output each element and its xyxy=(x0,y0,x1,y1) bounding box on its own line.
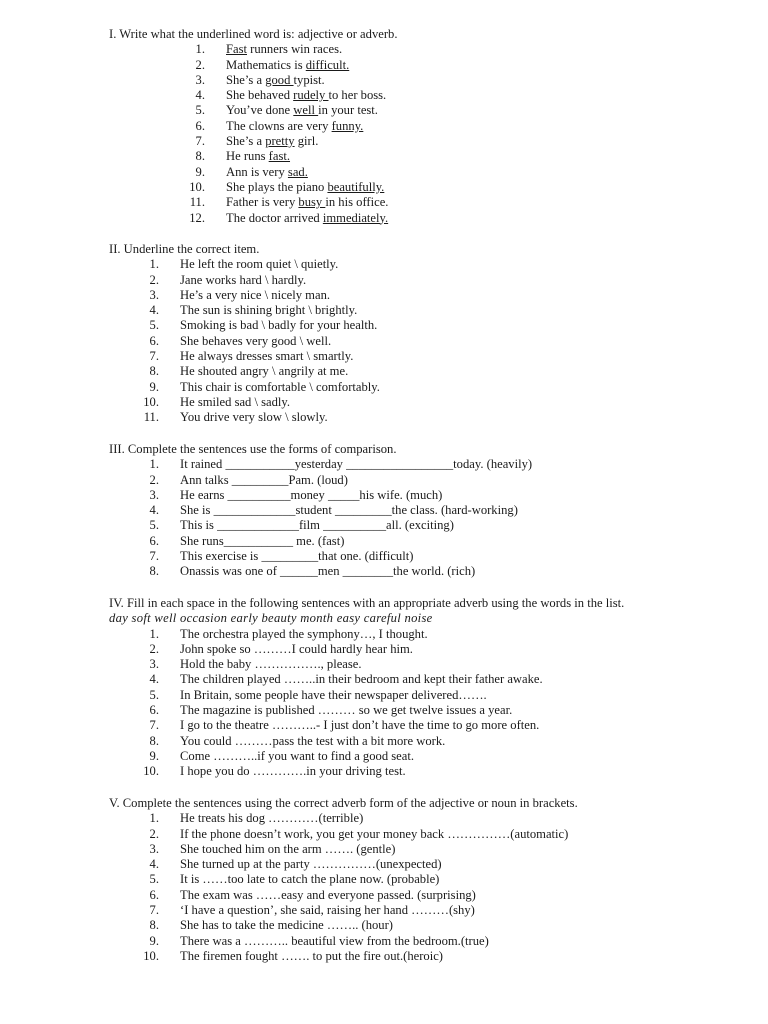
item-number: 3. xyxy=(149,657,159,672)
list-item xyxy=(109,473,748,488)
list-item xyxy=(109,903,748,918)
section-heading: II. Underline the correct item. xyxy=(109,242,260,256)
item-number: 4. xyxy=(149,857,159,872)
underlined-word: rudely xyxy=(293,88,329,103)
item-text: He’s a very nice \ nicely man. xyxy=(180,287,331,302)
item-number: 1. xyxy=(195,42,205,57)
item-number: 3. xyxy=(149,287,159,302)
item-number: 7. xyxy=(149,549,159,564)
list-item xyxy=(109,180,748,195)
item-number: 3. xyxy=(195,72,205,87)
underlined-word: busy xyxy=(298,195,326,210)
list-item xyxy=(109,627,748,642)
item-number: 4. xyxy=(149,303,159,318)
section-5 xyxy=(109,796,748,964)
item-text: Father is very busy in his office. xyxy=(226,195,389,210)
item-text: This exercise is _________that one. (difficult) xyxy=(180,549,414,564)
list-item xyxy=(109,288,748,303)
underlined-word: well xyxy=(293,103,319,118)
list-item xyxy=(109,734,748,749)
item-number: 11. xyxy=(189,195,205,210)
list-item xyxy=(109,703,748,718)
item-number: 4. xyxy=(149,503,159,518)
item-number: 9. xyxy=(195,164,205,179)
item-text: The firemen fought ……. to put the fire out.(heroic) xyxy=(180,948,443,963)
list-item xyxy=(109,195,748,210)
list-item xyxy=(109,134,748,149)
list-item xyxy=(109,857,748,872)
list-item xyxy=(109,918,748,933)
list-item xyxy=(109,334,748,349)
item-text: He earns __________money _____his wife. (much) xyxy=(180,487,443,502)
item-number: 6. xyxy=(149,533,159,548)
section-4 xyxy=(109,596,748,780)
item-number: 5. xyxy=(149,318,159,333)
item-text: She runs___________ me. (fast) xyxy=(180,533,345,548)
item-text: The doctor arrived immediately. xyxy=(226,210,389,225)
list-item xyxy=(109,303,748,318)
item-text: You’ve done well in your test. xyxy=(226,103,378,118)
item-number: 10. xyxy=(189,179,205,194)
list-item xyxy=(109,42,748,57)
item-number: 8. xyxy=(149,364,159,379)
underlined-word: good xyxy=(265,72,294,87)
item-number: 3. xyxy=(149,841,159,856)
item-number: 5. xyxy=(149,872,159,887)
list-item xyxy=(109,395,748,410)
item-text: Onassis was one of ______men ________the world. (rich) xyxy=(180,564,476,579)
item-number: 1. xyxy=(149,811,159,826)
list-item xyxy=(109,364,748,379)
item-text: The magazine is published ……… so we get twelve issues a year. xyxy=(180,703,513,718)
word-list: day soft well occasion early beauty month easy careful noise xyxy=(109,611,433,626)
item-text: She behaved rudely to her boss. xyxy=(226,88,387,103)
item-text: He always dresses smart \ smartly. xyxy=(180,349,354,364)
item-number: 7. xyxy=(149,349,159,364)
item-text: This is _____________film __________all. (exciting) xyxy=(180,518,454,533)
item-number: 2. xyxy=(149,826,159,841)
item-number: 5. xyxy=(149,687,159,702)
item-number: 2. xyxy=(149,472,159,487)
list-item xyxy=(109,380,748,395)
list-item xyxy=(109,318,748,333)
item-text: Mathematics is difficult. xyxy=(226,57,350,72)
list-item xyxy=(109,718,748,733)
item-text: You could ………pass the test with a bit more work. xyxy=(180,733,446,748)
list-item xyxy=(109,842,748,857)
list-item xyxy=(109,165,748,180)
item-number: 8. xyxy=(195,149,205,164)
section-heading: III. Complete the sentences use the forms of comparison. xyxy=(109,442,397,456)
section-heading: IV. Fill in each space in the following sentences with an appropriate adverb using the words in the list. xyxy=(109,596,625,610)
list-item xyxy=(109,103,748,118)
item-text: It is ……too late to catch the plane now. (probable) xyxy=(180,872,440,887)
item-number: 8. xyxy=(149,733,159,748)
item-text: The exam was ……easy and everyone passed. (surprising) xyxy=(180,887,476,902)
item-text: He left the room quiet \ quietly. xyxy=(180,257,339,272)
section-3 xyxy=(109,442,748,580)
item-text: The orchestra played the symphony…, I thought. xyxy=(180,626,428,641)
list-item xyxy=(109,872,748,887)
underlined-word: beautifully. xyxy=(327,179,385,194)
item-text: In Britain, some people have their newspaper delivered……. xyxy=(180,687,487,702)
item-number: 4. xyxy=(149,672,159,687)
item-text: There was a ……….. beautiful view from the bedroom.(true) xyxy=(180,933,489,948)
list-item xyxy=(109,657,748,672)
list-item xyxy=(109,672,748,687)
list-item xyxy=(109,764,748,779)
item-number: 9. xyxy=(149,379,159,394)
item-number: 11. xyxy=(143,410,159,425)
item-text: The children played ……..in their bedroom and kept their father awake. xyxy=(180,672,543,687)
item-text: She has to take the medicine …….. (hour) xyxy=(180,918,393,933)
list-item xyxy=(109,58,748,73)
item-number: 1. xyxy=(149,457,159,472)
item-number: 7. xyxy=(149,718,159,733)
item-number: 12. xyxy=(189,210,205,225)
item-number: 8. xyxy=(149,918,159,933)
item-number: 8. xyxy=(149,564,159,579)
list-item xyxy=(109,811,748,826)
list-item xyxy=(109,518,748,533)
item-text: Ann talks _________Pam. (loud) xyxy=(180,472,348,487)
item-text: Fast runners win races. xyxy=(226,42,343,57)
underlined-word: Fast xyxy=(226,42,247,57)
item-number: 2. xyxy=(149,272,159,287)
item-number: 2. xyxy=(149,641,159,656)
section-2 xyxy=(109,242,748,426)
item-number: 1. xyxy=(149,257,159,272)
item-number: 7. xyxy=(149,903,159,918)
item-text: She touched him on the arm ……. (gentle) xyxy=(180,841,396,856)
item-text: She behaves very good \ well. xyxy=(180,333,332,348)
item-number: 1. xyxy=(149,626,159,641)
underlined-word: funny. xyxy=(331,118,364,133)
item-text: He smiled sad \ sadly. xyxy=(180,394,291,409)
item-number: 3. xyxy=(149,487,159,502)
list-item xyxy=(109,457,748,472)
item-text: Hold the baby ……………., please. xyxy=(180,657,362,672)
item-text: I hope you do ………….in your driving test. xyxy=(180,764,406,779)
item-text: She is _____________student _________the class. (hard-working) xyxy=(180,503,518,518)
list-item xyxy=(109,211,748,226)
item-text: Come ………..if you want to find a good seat. xyxy=(180,748,414,763)
list-item xyxy=(109,273,748,288)
question-list xyxy=(109,457,748,579)
list-item xyxy=(109,564,748,579)
item-text: The sun is shining bright \ brightly. xyxy=(180,303,358,318)
list-item xyxy=(109,688,748,703)
list-item xyxy=(109,119,748,134)
list-item xyxy=(109,488,748,503)
section-1 xyxy=(109,27,748,226)
list-item xyxy=(109,934,748,949)
item-text: Jane works hard \ hardly. xyxy=(180,272,307,287)
item-text: You drive very slow \ slowly. xyxy=(180,410,328,425)
item-number: 4. xyxy=(195,88,205,103)
list-item xyxy=(109,149,748,164)
item-text: She turned up at the party ……………(unexpected) xyxy=(180,857,442,872)
item-text: She’s a pretty girl. xyxy=(226,134,319,149)
list-item xyxy=(109,827,748,842)
item-text: ‘I have a question’, she said, raising her hand ………(shy) xyxy=(180,903,475,918)
list-item xyxy=(109,749,748,764)
question-list xyxy=(109,42,748,226)
item-text: He shouted angry \ angrily at me. xyxy=(180,364,349,379)
item-text: John spoke so ………I could hardly hear him. xyxy=(180,641,413,656)
item-text: If the phone doesn’t work, you get your money back ……………(automatic) xyxy=(180,826,569,841)
list-item xyxy=(109,257,748,272)
item-number: 2. xyxy=(195,57,205,72)
section-heading: I. Write what the underlined word is: adjective or adverb. xyxy=(109,27,398,41)
list-item xyxy=(109,73,748,88)
item-text: It rained ___________yesterday _________________today. (heavily) xyxy=(180,457,533,472)
item-number: 10. xyxy=(143,948,159,963)
item-text: He treats his dog …………(terrible) xyxy=(180,811,364,826)
underlined-word: immediately. xyxy=(322,210,389,225)
item-text: This chair is comfortable \ comfortably. xyxy=(180,379,380,394)
item-text: She’s a good typist. xyxy=(226,72,325,87)
item-number: 6. xyxy=(149,703,159,718)
list-item xyxy=(109,349,748,364)
item-text: He runs fast. xyxy=(226,149,291,164)
list-item xyxy=(109,949,748,964)
item-number: 10. xyxy=(143,394,159,409)
item-number: 10. xyxy=(143,764,159,779)
item-text: Ann is very sad. xyxy=(226,164,308,179)
item-text: The clowns are very funny. xyxy=(226,118,364,133)
underlined-word: fast. xyxy=(268,149,291,164)
question-list xyxy=(109,257,748,425)
item-number: 6. xyxy=(195,118,205,133)
item-number: 6. xyxy=(149,333,159,348)
item-text: She plays the piano beautifully. xyxy=(226,179,385,194)
list-item xyxy=(109,410,748,425)
list-item xyxy=(109,503,748,518)
item-text: Smoking is bad \ badly for your health. xyxy=(180,318,378,333)
list-item xyxy=(109,549,748,564)
item-text: I go to the theatre ………..- I just don’t have the time to go more often. xyxy=(180,718,540,733)
item-number: 5. xyxy=(195,103,205,118)
question-list xyxy=(109,811,748,964)
list-item xyxy=(109,88,748,103)
underlined-word: pretty xyxy=(265,134,295,149)
section-heading: V. Complete the sentences using the correct adverb form of the adjective or noun in brackets. xyxy=(109,796,578,810)
item-number: 5. xyxy=(149,518,159,533)
item-number: 9. xyxy=(149,933,159,948)
underlined-word: sad. xyxy=(287,164,308,179)
list-item xyxy=(109,888,748,903)
item-number: 7. xyxy=(195,134,205,149)
item-number: 9. xyxy=(149,748,159,763)
list-item xyxy=(109,642,748,657)
underlined-word: difficult. xyxy=(305,57,350,72)
question-list xyxy=(109,627,748,780)
list-item xyxy=(109,534,748,549)
item-number: 6. xyxy=(149,887,159,902)
